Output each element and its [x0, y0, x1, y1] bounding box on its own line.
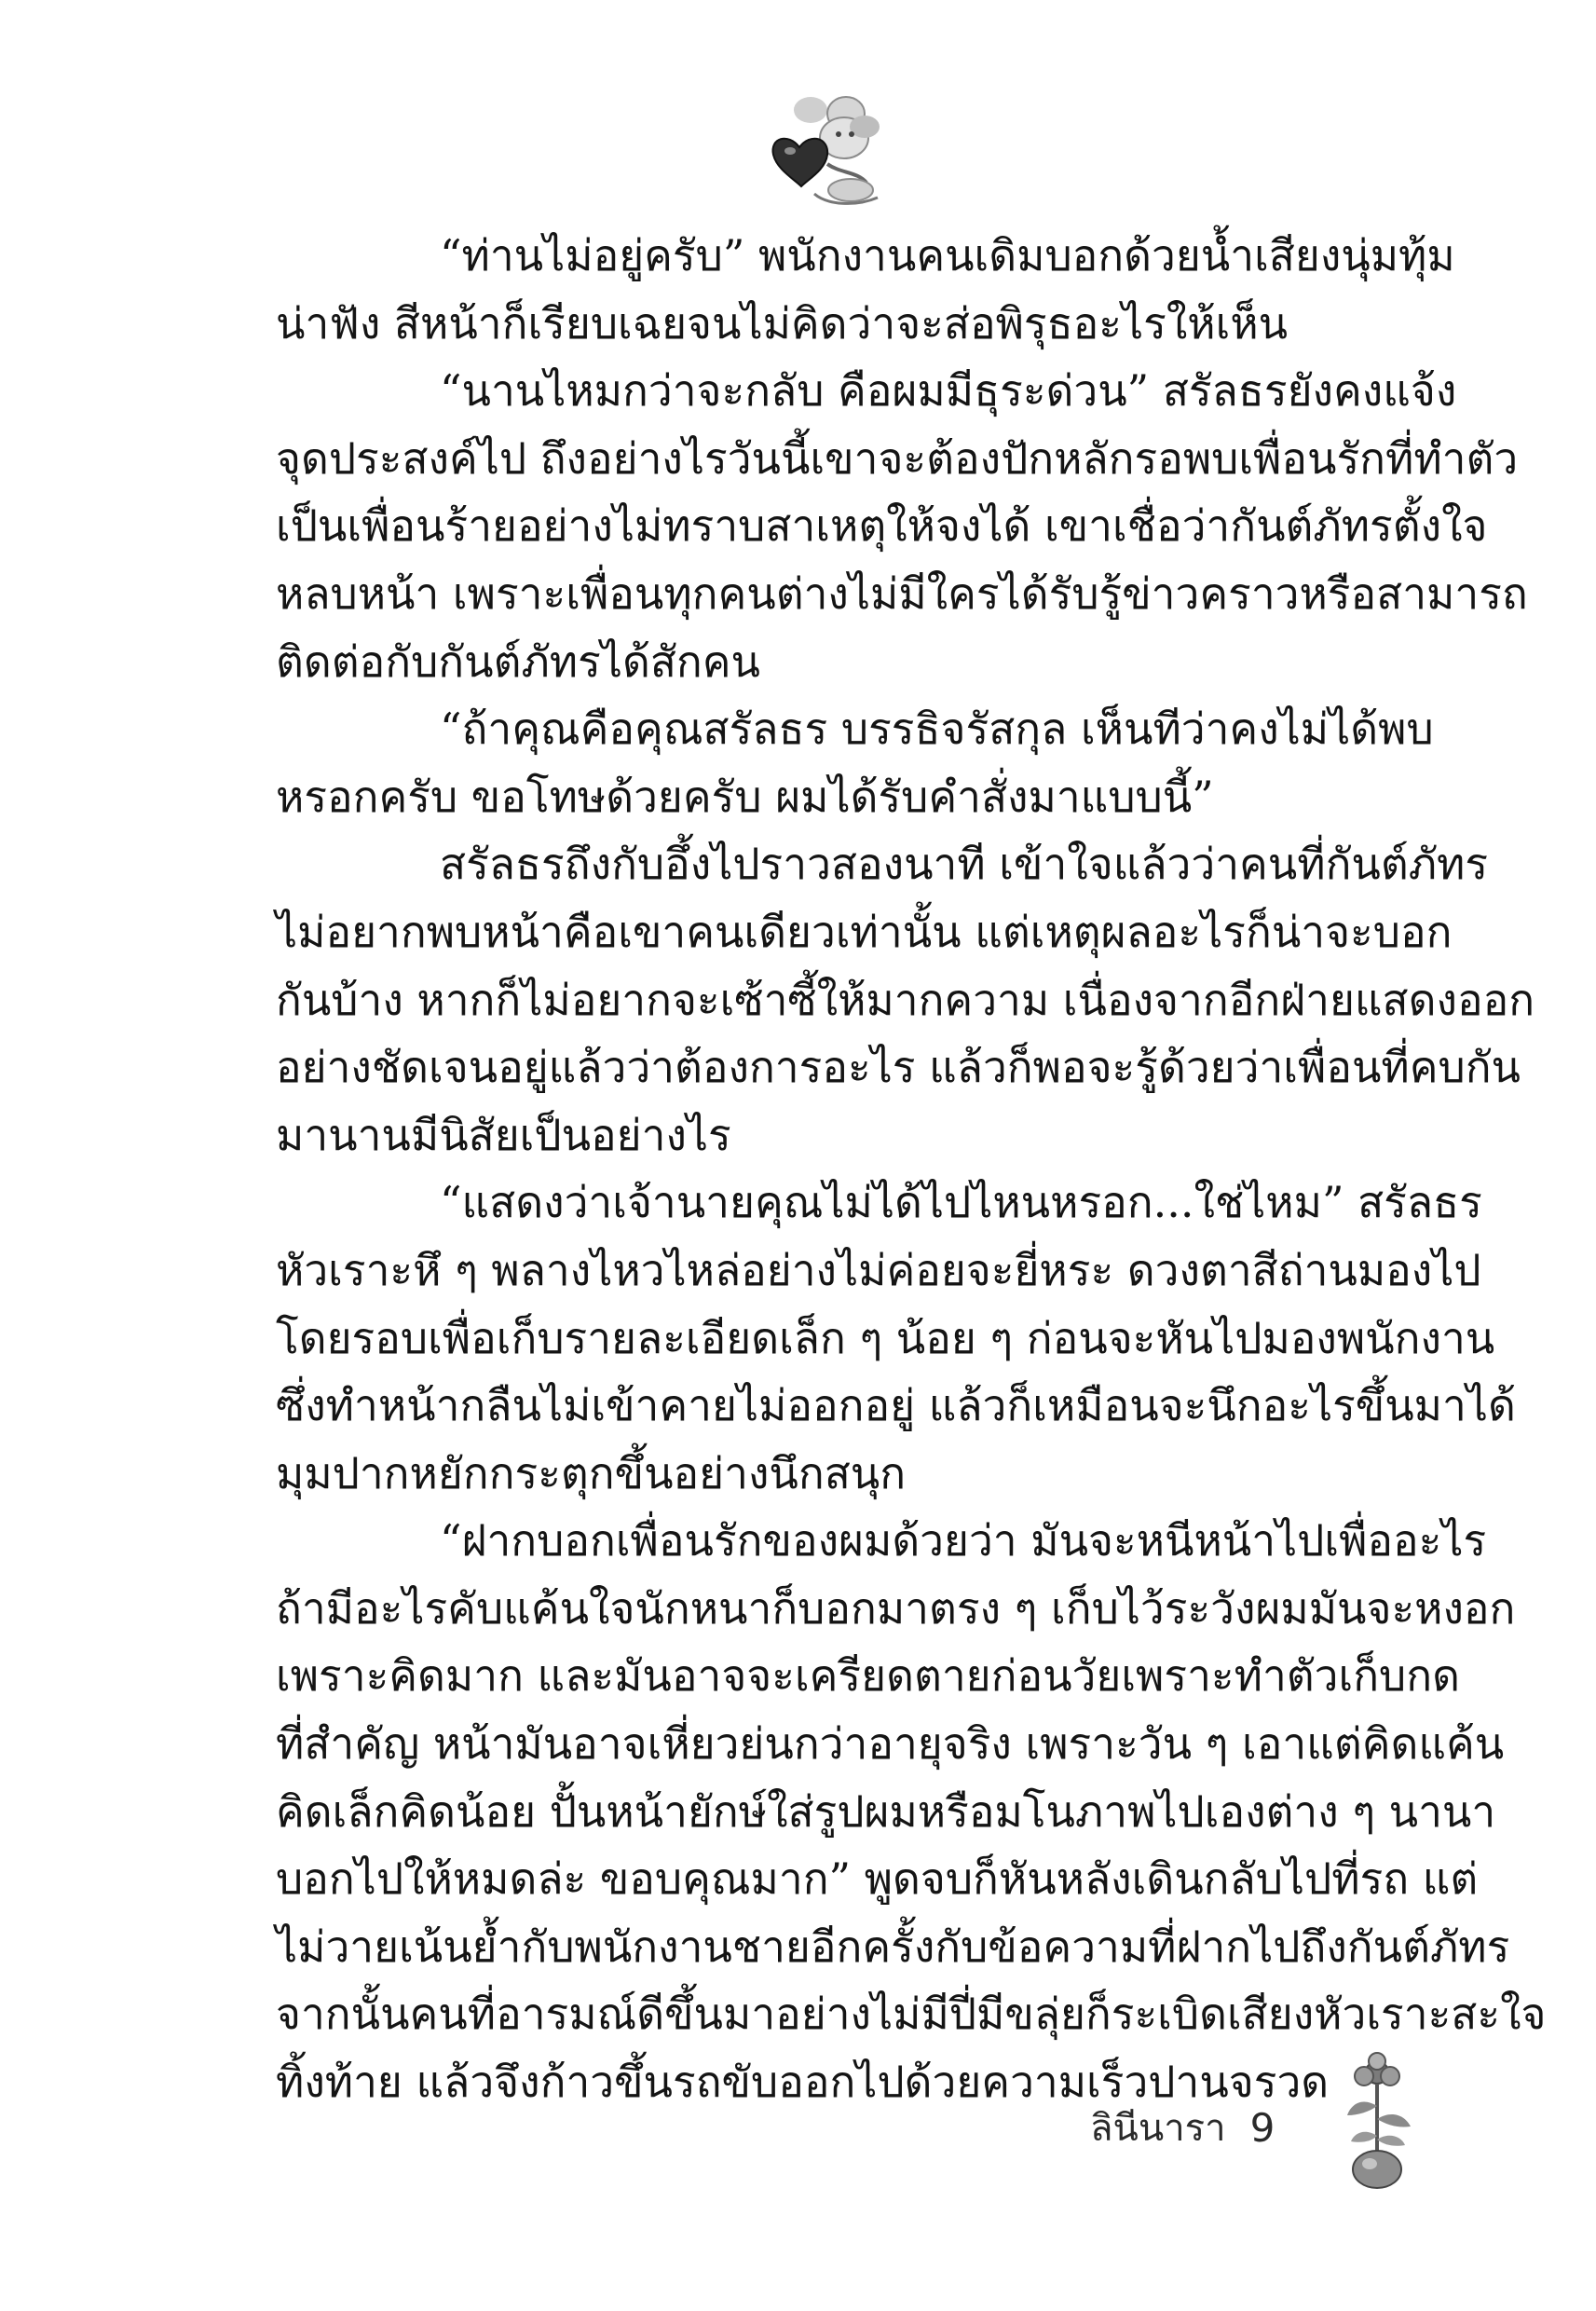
paragraph-4-line-2: ไม่อยากพบหน้าคือเขาคนเดียวเท่านั้น แต่เหตุผลอะไรก็น่าจะบอก: [276, 906, 1453, 957]
paragraph-6-line-6: บอกไปให้หมดล่ะ ขอบคุณมาก” พูดจบก็หันหลังเดินกลับไปที่รถ แต่: [276, 1853, 1479, 1905]
paragraph-6-line-3: เพราะคิดมาก และมันอาจจะเครียดตายก่อนวัยเพราะทำตัวเก็บกด: [276, 1650, 1460, 1702]
paragraph-5-line-2: หัวเราะหึ ๆ พลางไหวไหล่อย่างไม่ค่อยจะยี่หระ ดวงตาสีถ่านมองไป: [276, 1244, 1481, 1295]
cupid-with-heart-icon: [762, 89, 893, 211]
paragraph-6-line-5: คิดเล็กคิดน้อย ปั้นหน้ายักษ์ใส่รูปผมหรือมโนภาพไปเองต่าง ๆ นานา: [276, 1785, 1496, 1837]
paragraph-6-line-2: ถ้ามีอะไรคับแค้นใจนักหนาก็บอกมาตรง ๆ เก็บไว้ระวังผมมันจะหงอก: [276, 1582, 1516, 1634]
paragraph-6-line-1: “ฝากบอกเพื่อนรักของผมด้วยว่า มันจะหนีหน้าไปเพื่ออะไร: [440, 1515, 1487, 1566]
page-number: 9: [1249, 2104, 1275, 2151]
paragraph-6-line-9: ทิ้งท้าย แล้วจึงก้าวขึ้นรถขับออกไปด้วยความเร็วปานจรวด: [276, 2057, 1330, 2108]
paragraph-6-line-4: ที่สำคัญ หน้ามันอาจเหี่ยวย่นกว่าอายุจริง เพราะวัน ๆ เอาแต่คิดแค้น: [276, 1718, 1505, 1770]
paragraph-2-line-4: หลบหน้า เพราะเพื่อนทุกคนต่างไม่มีใครได้รับรู้ข่าวคราวหรือสามารถ: [276, 567, 1528, 619]
paragraph-5-line-5: มุมปากหยักกระตุกขึ้นอย่างนึกสนุก: [276, 1447, 907, 1498]
paragraph-1-line-2: น่าฟัง สีหน้าก็เรียบเฉยจนไม่คิดว่าจะส่อพิรุธอะไรให้เห็น: [276, 297, 1289, 349]
paragraph-4-line-3: กันบ้าง หากก็ไม่อยากจะเซ้าซี้ให้มากความ เนื่องจากอีกฝ่ายแสดงออก: [276, 974, 1535, 1025]
paragraph-1-line-1: “ท่านไม่อยู่ครับ” พนักงานคนเดิมบอกด้วยน้ำเสียงนุ่มทุ้ม: [440, 230, 1455, 280]
paragraph-2-line-2: จุดประสงค์ไป ถึงอย่างไรวันนี้เขาจะต้องปักหลักรอพบเพื่อนรักที่ทำตัว: [276, 432, 1519, 484]
paragraph-5-line-3: โดยรอบเพื่อเก็บรายละเอียดเล็ก ๆ น้อย ๆ ก่อนจะหันไปมองพนักงาน: [276, 1312, 1495, 1363]
paragraph-4-line-1: สรัลธรถึงกับอึ้งไปราวสองนาที เข้าใจแล้วว่าคนที่กันต์ภัทร: [440, 839, 1489, 890]
paragraph-6-line-8: จากนั้นคนที่อารมณ์ดีขึ้นมาอย่างไม่มีปี่มีขลุ่ยก็ระเบิดเสียงหัวเราะสะใจ: [276, 1989, 1547, 2040]
paragraph-3-line-1: “ถ้าคุณคือคุณสรัลธร บรรธิจรัสกุล เห็นทีว่าคงไม่ได้พบ: [440, 704, 1434, 755]
book-title: ลินีนารา: [1090, 2107, 1226, 2150]
paragraph-4-line-5: มานานมีนิสัยเป็นอย่างไร: [276, 1109, 731, 1160]
paragraph-5-line-1: “แสดงว่าเจ้านายคุณไม่ได้ไปไหนหรอก...ใช่ไหม” สรัลธร: [440, 1177, 1482, 1228]
paragraph-2-line-1: “นานไหมกว่าจะกลับ คือผมมีธุระด่วน” สรัลธรยังคงแจ้ง: [440, 365, 1457, 417]
paragraph-3-line-2: หรอกครับ ขอโทษด้วยครับ ผมได้รับคำสั่งมาแบบนี้”: [276, 771, 1214, 822]
paragraph-5-line-4: ซึ่งทำหน้ากลืนไม่เข้าคายไม่ออกอยู่ แล้วก็เหมือนจะนึกอะไรขึ้นมาได้: [276, 1380, 1516, 1431]
flower-vase-icon: [1330, 2050, 1433, 2190]
paragraph-2-line-3: เป็นเพื่อนร้ายอย่างไม่ทราบสาเหตุให้จงได้ เขาเชื่อว่ากันต์ภัทรตั้งใจ: [276, 500, 1488, 552]
paragraph-6-line-7: ไม่วายเน้นย้ำกับพนักงานชายอีกครั้งกับข้อความที่ฝากไปถึงกันต์ภัทร: [276, 1921, 1510, 1972]
paragraph-4-line-4: อย่างชัดเจนอยู่แล้วว่าต้องการอะไร แล้วก็พอจะรู้ด้วยว่าเพื่อนที่คบกัน: [276, 1042, 1521, 1093]
body-text: [276, 222, 1547, 2116]
page-footer: [1090, 2095, 1275, 2160]
paragraph-2-line-5: ติดต่อกับกันต์ภัทรได้สักคน: [276, 636, 760, 687]
